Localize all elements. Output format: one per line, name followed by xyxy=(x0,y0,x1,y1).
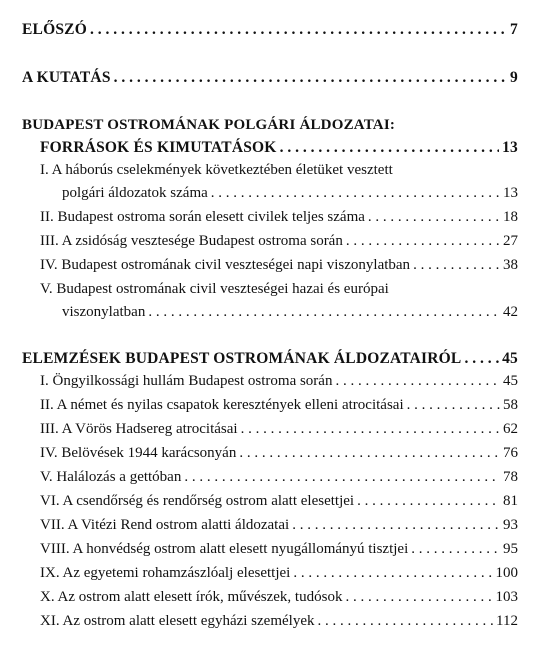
toc-page-number: 81 xyxy=(503,493,518,509)
toc-entry-title: FORRÁSOK ÉS KIMUTATÁSOK xyxy=(40,139,277,156)
toc-entry-title: BUDAPEST OSTROMÁNAK POLGÁRI ÁLDOZATAI: xyxy=(22,117,396,133)
toc-entry-elemzesek[interactable] xyxy=(22,351,518,367)
toc-entry-kutatas[interactable] xyxy=(22,70,518,86)
toc-item-label: II. Budapest ostroma során elesett civilek teljes száma xyxy=(40,209,365,225)
dot-leader xyxy=(211,186,500,201)
toc-item-label: VI. A csendőrség és rendőrség ostrom alatt elesettjei xyxy=(40,493,355,509)
toc-item[interactable] xyxy=(40,234,518,249)
toc-page-number: 58 xyxy=(503,397,518,413)
toc-entry-eloszo[interactable] xyxy=(22,22,518,38)
toc-item-label: II. A német és nyilas csapatok keresztények elleni atrocitásai xyxy=(40,397,404,413)
toc-entry-budapest[interactable] xyxy=(40,140,518,156)
toc-page-number: 13 xyxy=(502,139,518,156)
dot-leader xyxy=(114,70,507,86)
toc-item[interactable] xyxy=(40,590,518,605)
toc-entry-title: A KUTATÁS xyxy=(22,69,111,86)
dot-leader xyxy=(239,446,500,461)
toc-page-number: 45 xyxy=(503,373,518,389)
toc-page-number: 100 xyxy=(495,565,518,581)
toc-page-number: 95 xyxy=(503,541,518,557)
dot-leader xyxy=(335,374,500,389)
toc-entry-title: ELŐSZÓ xyxy=(22,21,87,38)
toc-page-number: 13 xyxy=(503,185,518,201)
toc-item-label: V. Budapest ostromának civil veszteségei hazai és európai xyxy=(40,281,389,297)
toc-page-number: 76 xyxy=(503,445,518,461)
toc-item-label: VIII. A honvédség ostrom alatt elesett nyugállományú tisztjei xyxy=(40,541,409,557)
toc-item[interactable] xyxy=(62,305,518,320)
toc-item-label: XI. Az ostrom alatt elesett egyházi személyek xyxy=(40,613,315,629)
toc-item[interactable] xyxy=(62,186,518,201)
dot-leader xyxy=(90,22,507,38)
toc-item[interactable] xyxy=(40,374,518,389)
toc-page-number: 18 xyxy=(503,209,518,225)
toc-item-label: IV. Budapest ostromának civil veszteségei napi viszonylatban xyxy=(40,257,411,273)
toc-item-line1 xyxy=(40,282,518,297)
toc-item-label: III. A zsidóság vesztesége Budapest ostroma során xyxy=(40,233,343,249)
toc-item[interactable] xyxy=(40,566,518,581)
toc-item[interactable] xyxy=(40,518,518,533)
toc-item-label: III. A Vörös Hadsereg atrocitásai xyxy=(40,421,238,437)
toc-item-label: I. A háborús cselekmények következtében életüket vesztett xyxy=(40,162,393,178)
toc-item-line1 xyxy=(40,163,518,178)
toc-section-title-line1 xyxy=(22,118,518,133)
dot-leader xyxy=(464,351,499,367)
dot-leader xyxy=(292,518,500,533)
dot-leader xyxy=(346,234,500,249)
dot-leader xyxy=(148,305,500,320)
toc-item[interactable] xyxy=(40,542,518,557)
toc-entry-title: ELEMZÉSEK BUDAPEST OSTROMÁNAK ÁLDOZATAIRÓL xyxy=(22,350,462,367)
toc-item[interactable] xyxy=(40,470,518,485)
toc-page-number: 103 xyxy=(495,589,518,605)
toc-page-number: 38 xyxy=(503,257,518,273)
toc-item[interactable] xyxy=(40,422,518,437)
dot-leader xyxy=(345,590,492,605)
dot-leader xyxy=(241,422,500,437)
dot-leader xyxy=(407,398,500,413)
toc-page-number: 93 xyxy=(503,517,518,533)
toc-item[interactable] xyxy=(40,614,518,629)
toc-page-number: 78 xyxy=(503,469,518,485)
toc-page-number: 27 xyxy=(503,233,518,249)
toc-item[interactable] xyxy=(40,446,518,461)
dot-leader xyxy=(293,566,492,581)
toc-item-label: I. Öngyilkossági hullám Budapest ostroma során xyxy=(40,373,333,389)
toc-page-number: 9 xyxy=(510,69,518,86)
toc-page-number: 45 xyxy=(502,350,518,367)
toc-page-number: 112 xyxy=(496,613,518,629)
toc-item-label: V. Halálozás a gettóban xyxy=(40,469,182,485)
toc-item-label: VII. A Vitézi Rend ostrom alatti áldozatai xyxy=(40,517,290,533)
toc-item[interactable] xyxy=(40,258,518,273)
toc-page-number: 7 xyxy=(510,21,518,38)
dot-leader xyxy=(317,614,493,629)
dot-leader xyxy=(280,140,500,156)
toc-item-label: IX. Az egyetemi rohamzászlóalj elesettjei xyxy=(40,565,291,581)
dot-leader xyxy=(368,210,500,225)
dot-leader xyxy=(411,542,500,557)
toc-item-label: IV. Belövések 1944 karácsonyán xyxy=(40,445,237,461)
toc-page-number: 42 xyxy=(503,304,518,320)
dot-leader xyxy=(413,258,500,273)
toc-page-number: 62 xyxy=(503,421,518,437)
toc-item-label: polgári áldozatok száma xyxy=(62,185,208,201)
toc-item-label: X. Az ostrom alatt elesett írók, művészek, tudósok xyxy=(40,589,343,605)
toc-item[interactable] xyxy=(40,494,518,509)
dot-leader xyxy=(184,470,500,485)
toc-item[interactable] xyxy=(40,210,518,225)
toc-item-label: viszonylatban xyxy=(62,304,146,320)
toc-item[interactable] xyxy=(40,398,518,413)
dot-leader xyxy=(357,494,500,509)
